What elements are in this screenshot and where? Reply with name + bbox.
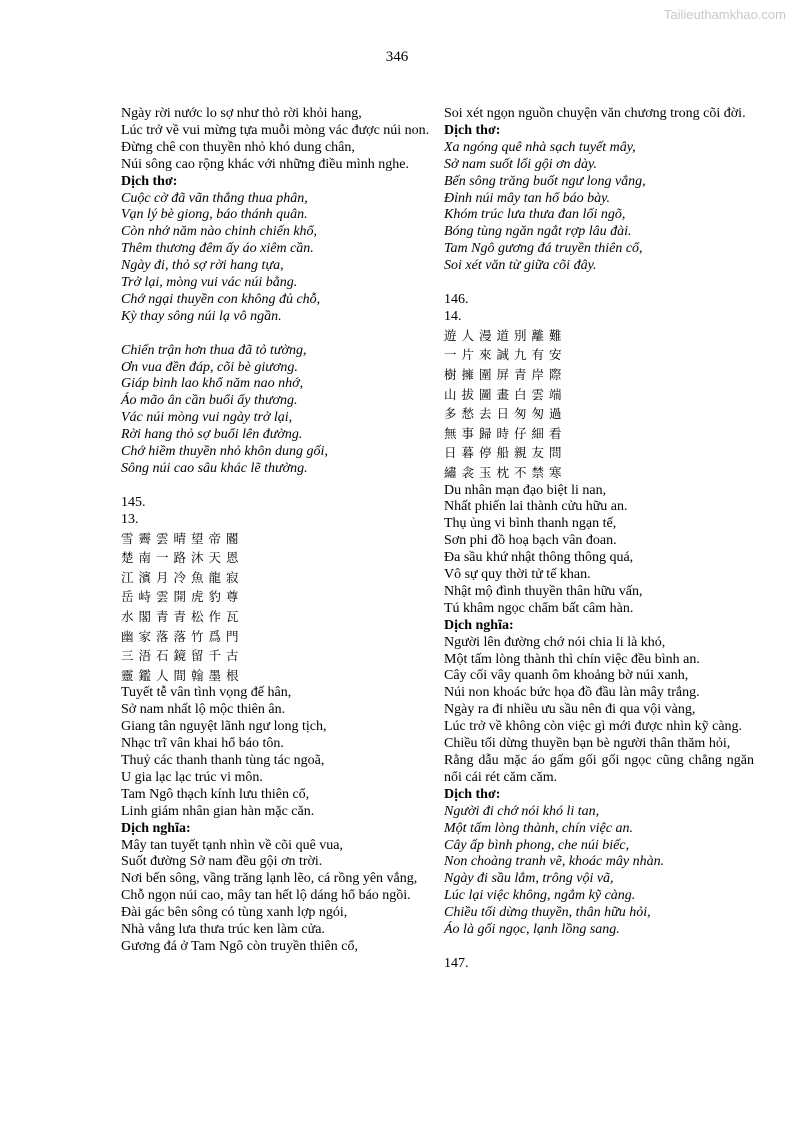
translated-verse-line: Chớ ngại thuyền con không đủ chỗ,: [121, 291, 321, 307]
meaning-line: Soi xét ngọn nguồn chuyện văn chương trong cõi đời.: [444, 106, 746, 121]
meaning-line: Suốt đường Sở nam đều gội ơn trời.: [121, 854, 323, 870]
section-label-dich-tho: Dịch thơ:: [444, 786, 501, 802]
poem-number: 146.: [444, 291, 469, 307]
transliteration-line: Giang tân nguyệt lãnh ngư long tịch,: [121, 719, 327, 735]
han-verse-line: 三浯石鏡留千古: [121, 648, 244, 664]
han-verse-line: 多愁去日匆匆過: [444, 406, 567, 422]
translated-verse-line: Xa ngóng quê nhà sạch tuyết mây,: [444, 139, 636, 155]
meaning-line: Gương đá ở Tam Ngô còn truyền thiên cổ,: [121, 938, 358, 954]
transliteration-line: Linh giám nhân gian hàn mặc căn.: [121, 803, 315, 819]
translated-verse-line: Chớ hiềm thuyền nhỏ khôn dung gối,: [121, 444, 328, 460]
translated-verse-line: Ngày đi sầu lắm, trông vội vã,: [444, 871, 614, 887]
meaning-line: Người lên đường chớ nói chia li là khó,: [444, 634, 666, 650]
han-verse-line: 靈鑑人間翰墨根: [121, 667, 244, 683]
han-verse-line: 水閣青青松作瓦: [121, 609, 244, 624]
translated-verse-line: Cuộc cờ đã vãn thắng thua phân,: [121, 190, 308, 206]
meaning-line: Nơi bến sông, vầng trăng lạnh lẽo, cá rồng yên vắng,: [121, 871, 418, 887]
han-verse-line: 幽家落落竹爲門: [121, 628, 244, 644]
translated-verse-line: Áo mão ân cần buổi ấy thương.: [121, 393, 298, 409]
transliteration-line: Tuyết tễ vân tình vọng đế hân,: [121, 685, 292, 701]
transliteration-line: Nhất phiến lai thành cửu hữu an.: [444, 499, 628, 515]
han-verse-line: 江濱月冷魚龍寂: [121, 569, 244, 585]
han-verse-line: 繡衾玉枕不禁寒: [444, 464, 567, 480]
poem-line: Đừng chê con thuyền nhỏ khó dung chân,: [121, 139, 355, 155]
translated-verse-line: Giáp binh lao khổ năm nao nhớ,: [121, 376, 304, 392]
han-verse-line: 樹擁圍屏青岸際: [444, 366, 567, 382]
translated-verse-line: Ơn vua đền đáp, cõi bè giương.: [121, 359, 298, 375]
transliteration-line: Du nhân mạn đạo biệt li nan,: [444, 482, 607, 498]
left-column: [121, 106, 431, 956]
meaning-line: Núi non khoác bức họa đồ đầu làn mây trắng.: [444, 685, 700, 701]
transliteration-line: Đa sầu khứ nhật thông thông quá,: [444, 550, 634, 566]
meaning-line: Ngày ra đi nhiều ưu sầu nên đi qua vội vàng,: [444, 702, 696, 718]
han-verse-line: 日暮停船親友問: [444, 445, 567, 461]
translated-verse-line: Khóm trúc lưa thưa đan lối ngõ,: [444, 207, 626, 223]
han-verse-line: 遊人漫道別離難: [444, 327, 567, 343]
translated-verse-line: Cây ấp bình phong, che núi biếc,: [444, 837, 630, 853]
meaning-line: Nhà vắng lưa thưa trúc ken làm cửa.: [121, 922, 325, 938]
poem-number: 147.: [444, 955, 469, 971]
poem-number: 145.: [121, 494, 146, 510]
han-verse-line: 岳峙雲開虎豹尊: [121, 589, 244, 605]
transliteration-line: Sở nam nhất lộ mộc thiên ân.: [121, 702, 286, 718]
translated-verse-line: Chiến trận hơn thua đã tỏ tường,: [121, 342, 307, 358]
section-label-dich-tho: Dịch thơ:: [121, 173, 178, 189]
transliteration-line: Thụ ủng vi bình thanh ngạn tế,: [444, 516, 617, 532]
transliteration-line: Tú khâm ngọc chẩm bất câm hàn.: [444, 600, 634, 616]
transliteration-line: Nhật mộ đình thuyền thân hữu vấn,: [444, 583, 643, 599]
transliteration-line: Vô sự quy thời tử tế khan.: [444, 567, 591, 583]
watermark-text: Tailieuthamkhao.com: [663, 7, 786, 22]
translated-verse-line: Còn nhớ năm nào chinh chiến khổ,: [121, 224, 318, 240]
han-verse-line: 山拔圖畫白雲端: [444, 386, 567, 402]
han-verse-line: 雪霽雲晴望帝閽: [121, 530, 244, 546]
translated-verse-line: Đỉnh núi mây tan hổ báo bày.: [444, 190, 611, 206]
translated-verse-line: Người đi chớ nói khó li tan,: [444, 803, 600, 819]
transliteration-line: U gia lạc lạc trúc vi môn.: [121, 769, 263, 785]
poem-sub-number: 14.: [444, 308, 462, 324]
meaning-line: Chỗ ngọn núi cao, mây tan hết lộ dáng hổ báo ngồi.: [121, 888, 411, 904]
meaning-line: Đài gác bên sông có tùng xanh lợp ngói,: [121, 905, 348, 921]
translated-verse-line: Áo là gối ngọc, lạnh lồng sang.: [444, 922, 620, 938]
transliteration-line: Nhạc trĩ vân khai hổ báo tôn.: [121, 736, 284, 752]
poem-sub-number: 13.: [121, 511, 139, 527]
poem-line: Lúc trở về vui mừng tựa muỗi mòng vác được núi non.: [121, 122, 430, 138]
translated-verse-line: Vạn lý bè giong, báo thánh quân.: [121, 207, 308, 223]
translated-verse-line: Rời hang thỏ sợ buổi lên đường.: [121, 427, 303, 443]
translated-verse-line: Bóng tùng ngăn ngắt rợp lâu đài.: [444, 224, 632, 240]
meaning-line: Cây cối vây quanh ôm khoảng bờ núi xanh,: [444, 668, 689, 684]
poem-line: Ngày rời nước lo sợ như thỏ rời khỏi hang,: [121, 106, 362, 121]
translated-verse-line: Chiều tối dừng thuyền, thân hữu hỏi,: [444, 905, 651, 921]
translated-verse-line: Sở nam suốt lối gội ơn dày.: [444, 156, 598, 172]
translated-verse-line: Soi xét văn từ giữa cõi đây.: [444, 258, 597, 274]
poem-line: Núi sông cao rộng khác với những điều mình nghe.: [121, 156, 409, 172]
meaning-line: Lúc trở về không còn việc gì mới được nhìn kỹ càng.: [444, 719, 743, 735]
han-verse-line: 無事歸時仔細看: [444, 425, 567, 441]
translated-verse-line: Bến sông trăng buốt ngư long vắng,: [444, 173, 646, 189]
translated-verse-line: Lúc lại việc không, ngắm kỹ càng.: [444, 888, 636, 904]
section-label-dich-tho: Dịch thơ:: [444, 122, 501, 138]
transliteration-line: Thuỷ các thanh thanh tùng tác ngoã,: [121, 753, 325, 768]
translated-verse-line: Một tấm lòng thành, chín việc an.: [444, 820, 633, 836]
meaning-line: Mây tan tuyết tạnh nhìn về cõi quê vua,: [121, 837, 343, 853]
han-verse-line: 一片來誠九有安: [444, 347, 567, 363]
section-label-dich-nghia: Dịch nghĩa:: [121, 820, 191, 836]
translated-verse-line: Non choàng tranh vẽ, khoác mây nhàn.: [444, 854, 665, 870]
right-column: [444, 106, 754, 973]
transliteration-line: Sơn phi đồ hoạ bạch vân đoan.: [444, 533, 617, 549]
meaning-line: Một tấm lòng thành thì chín việc đều bình an.: [444, 651, 700, 667]
translated-verse-line: Tam Ngô gương đá truyền thiên cổ,: [444, 241, 643, 257]
section-label-dich-nghia: Dịch nghĩa:: [444, 617, 514, 633]
translated-verse-line: Thêm thương đêm ấy áo xiêm cần.: [121, 241, 314, 257]
translated-verse-line: Vác núi mòng vui ngày trở lại,: [121, 410, 293, 426]
han-verse-line: 楚南一路沐天恩: [121, 550, 244, 566]
page-number: 346: [385, 49, 409, 65]
translated-verse-line: Sông núi cao sâu khác lẽ thường.: [121, 461, 308, 477]
translated-verse-line: Kỳ thay sông núi lạ vô ngần.: [121, 308, 282, 324]
transliteration-line: Tam Ngô thạch kính lưu thiên cổ,: [121, 786, 310, 802]
meaning-line: Chiều tối dừng thuyền bạn bè người thân thăm hỏi,: [444, 736, 731, 752]
translated-verse-line: Ngày đi, thỏ sợ rời hang tựa,: [121, 258, 284, 274]
meaning-line: Rằng dẫu mặc áo gấm gối gối ngọc cũng chẳng ngăn nổi cái rét căm căm.: [444, 753, 754, 785]
translated-verse-line: Trở lại, mòng vui vác núi bằng.: [121, 275, 298, 291]
